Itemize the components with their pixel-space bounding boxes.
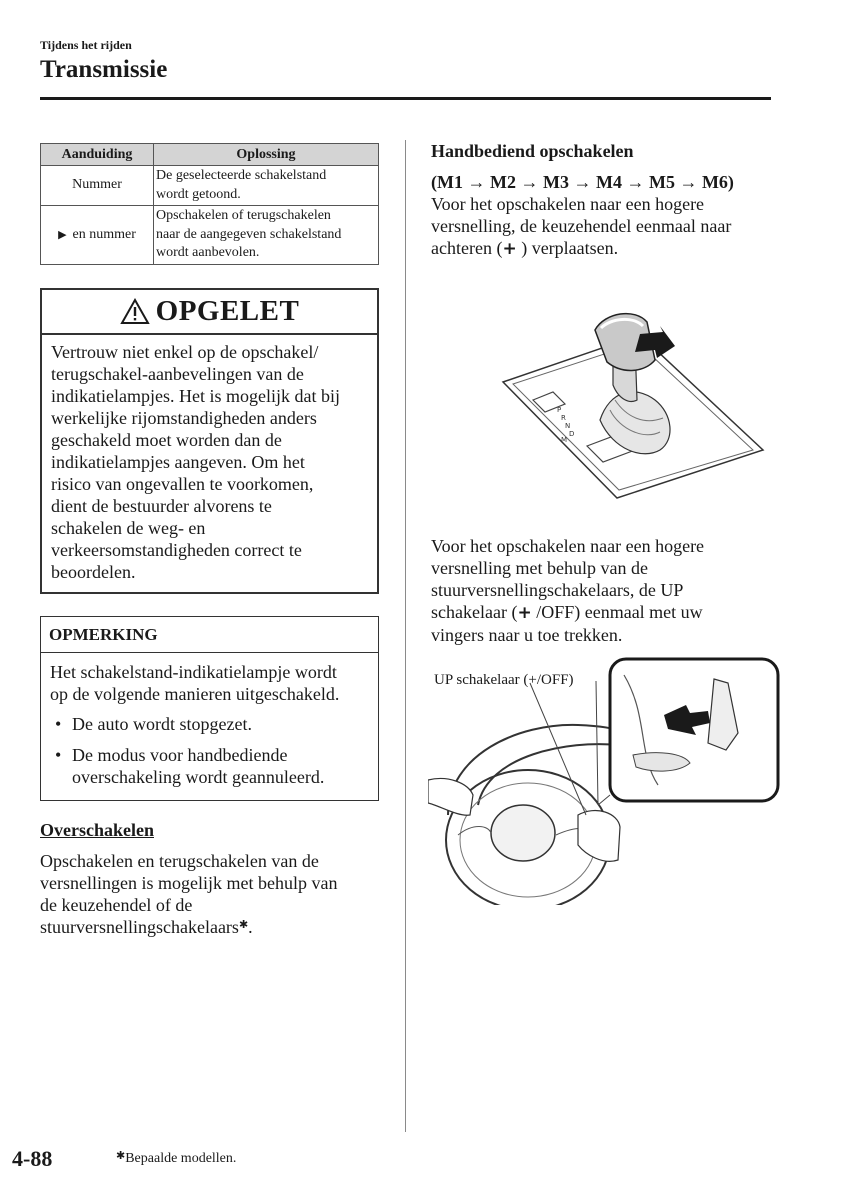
solution-line: naar de aangegeven schakelstand — [156, 226, 342, 242]
paragraph-line: versnelling, de keuzehendel eenmaal naar — [431, 216, 732, 236]
paragraph-line: versnelling met behulp van de — [431, 558, 648, 578]
section-label: Tijdens het rijden — [40, 38, 132, 52]
gear-letter: D — [569, 430, 575, 438]
plus-icon: + — [517, 603, 532, 623]
paragraph-line — [431, 601, 776, 624]
paddle-paragraph — [431, 535, 776, 646]
solution-line: De geselecteerde schakelstand — [156, 168, 327, 183]
paragraph-text: schakelaar ( — [431, 602, 518, 622]
list-item — [50, 713, 370, 735]
paragraph-line-text: stuurversnellingschakelaars — [40, 917, 239, 937]
caution-line: geschakeld moet worden dan de — [51, 430, 282, 450]
note-intro-line: Het schakelstand-indikatielampje wordt — [50, 662, 337, 682]
indication-text: Nummer — [72, 177, 122, 193]
list-item-line: De modus voor handbediende — [72, 745, 288, 765]
paragraph-line: Opschakelen en terugschakelen van de — [40, 851, 319, 871]
triangle-right-icon: ▶ — [58, 228, 67, 241]
plus-icon: + — [502, 239, 517, 259]
list-item-line: overschakeling wordt geannuleerd. — [72, 767, 325, 787]
table-header-indication: Aanduiding — [41, 144, 154, 166]
table-cell-solution — [154, 206, 379, 265]
paragraph-line — [431, 237, 776, 260]
note-text — [41, 653, 378, 788]
note-intro-line: op de volgende manieren uitgeschakeld. — [50, 684, 340, 704]
overschakelen-paragraph — [40, 850, 385, 938]
table-header-solution: Oplossing — [154, 144, 379, 166]
table-row — [41, 206, 379, 265]
bullet-icon: • — [55, 714, 62, 734]
table-cell-indication — [41, 166, 154, 206]
list-item — [50, 744, 370, 788]
table-row — [41, 166, 379, 206]
caution-line: dient de bestuurder alvorens te — [51, 496, 272, 516]
paragraph-text: ) verplaatsen. — [516, 238, 619, 258]
note-list — [50, 713, 370, 788]
caution-title: OPGELET — [155, 295, 300, 327]
page-title: Transmissie — [40, 56, 168, 83]
up-switch-label: UP schakelaar (+/OFF) — [434, 672, 574, 688]
gear-letter: P — [557, 406, 562, 414]
paragraph-line: vingers naar u toe trekken. — [431, 625, 623, 645]
solution-line: wordt getoond. — [156, 186, 241, 202]
list-item-line: De auto wordt stopgezet. — [72, 714, 252, 734]
gear-letter: R — [561, 414, 566, 422]
caution-line: schakelen de weg- en — [51, 518, 206, 538]
footnote — [116, 1151, 236, 1167]
paragraph-line: Voor het opschakelen naar een hogere — [431, 536, 705, 556]
table-cell-indication — [41, 206, 154, 265]
heading-handbediend: Handbediend opschakelen — [431, 141, 634, 161]
paragraph-line: stuurversnellingschakelaars, de UP — [431, 580, 684, 600]
header-rule — [40, 97, 771, 100]
paragraph-text: achteren ( — [431, 238, 503, 258]
asterisk-icon: ✱ — [116, 1150, 126, 1162]
note-box — [40, 616, 379, 801]
caution-line: indikatielampjes. Het is mogelijk dat bij — [51, 386, 340, 406]
indication-table — [40, 143, 379, 265]
caution-line: terugschakel-aanbevelingen van de — [51, 364, 304, 384]
caution-line: Vertrouw niet enkel op de opschakel/ — [51, 342, 319, 362]
gear-letter: N — [565, 422, 571, 430]
gear-letter: M — [561, 436, 568, 444]
caution-line: verkeersomstandigheden correct te — [51, 540, 302, 560]
footnote-text: Bepaalde modellen. — [125, 1151, 237, 1166]
steering-wheel-illustration — [428, 655, 780, 905]
caution-line: werkelijke rijomstandigheden anders — [51, 408, 317, 428]
paragraph-line-last — [40, 916, 385, 938]
paragraph-text: /OFF) eenmaal met uw — [531, 602, 703, 622]
shift-lever-paragraph — [431, 193, 776, 260]
note-title: OPMERKING — [41, 617, 378, 653]
indication-text: en nummer — [72, 226, 136, 242]
gear-sequence: (M1 → M2 → M3 → M4 → M5 → M6) — [431, 172, 734, 192]
caution-line: risico van ongevallen te voorkomen, — [51, 474, 314, 494]
page-number: 4-88 — [12, 1146, 53, 1171]
period-text: . — [248, 917, 253, 937]
caution-line: indikatielampjes aangeven. Om het — [51, 452, 305, 472]
caution-header — [42, 290, 377, 335]
paragraph-line: Voor het opschakelen naar een hogere — [431, 194, 705, 214]
caution-box — [40, 288, 379, 594]
bullet-icon: • — [55, 745, 62, 765]
column-divider — [405, 140, 406, 1132]
caution-text — [42, 335, 377, 583]
paragraph-line: de keuzehendel of de — [40, 895, 193, 915]
caution-line: beoordelen. — [51, 562, 136, 582]
table-cell-solution — [154, 166, 379, 206]
gear-shifter-illustration — [495, 300, 765, 500]
asterisk-icon: ✱ — [238, 919, 249, 931]
paragraph-line: versnellingen is mogelijk met behulp van — [40, 873, 338, 893]
solution-line: wordt aanbevolen. — [156, 245, 260, 260]
table-header-row — [41, 144, 379, 166]
section-heading-overschakelen: Overschakelen — [40, 820, 154, 840]
solution-line: Opschakelen of terugschakelen — [156, 208, 331, 223]
warning-triangle-icon — [120, 298, 150, 325]
